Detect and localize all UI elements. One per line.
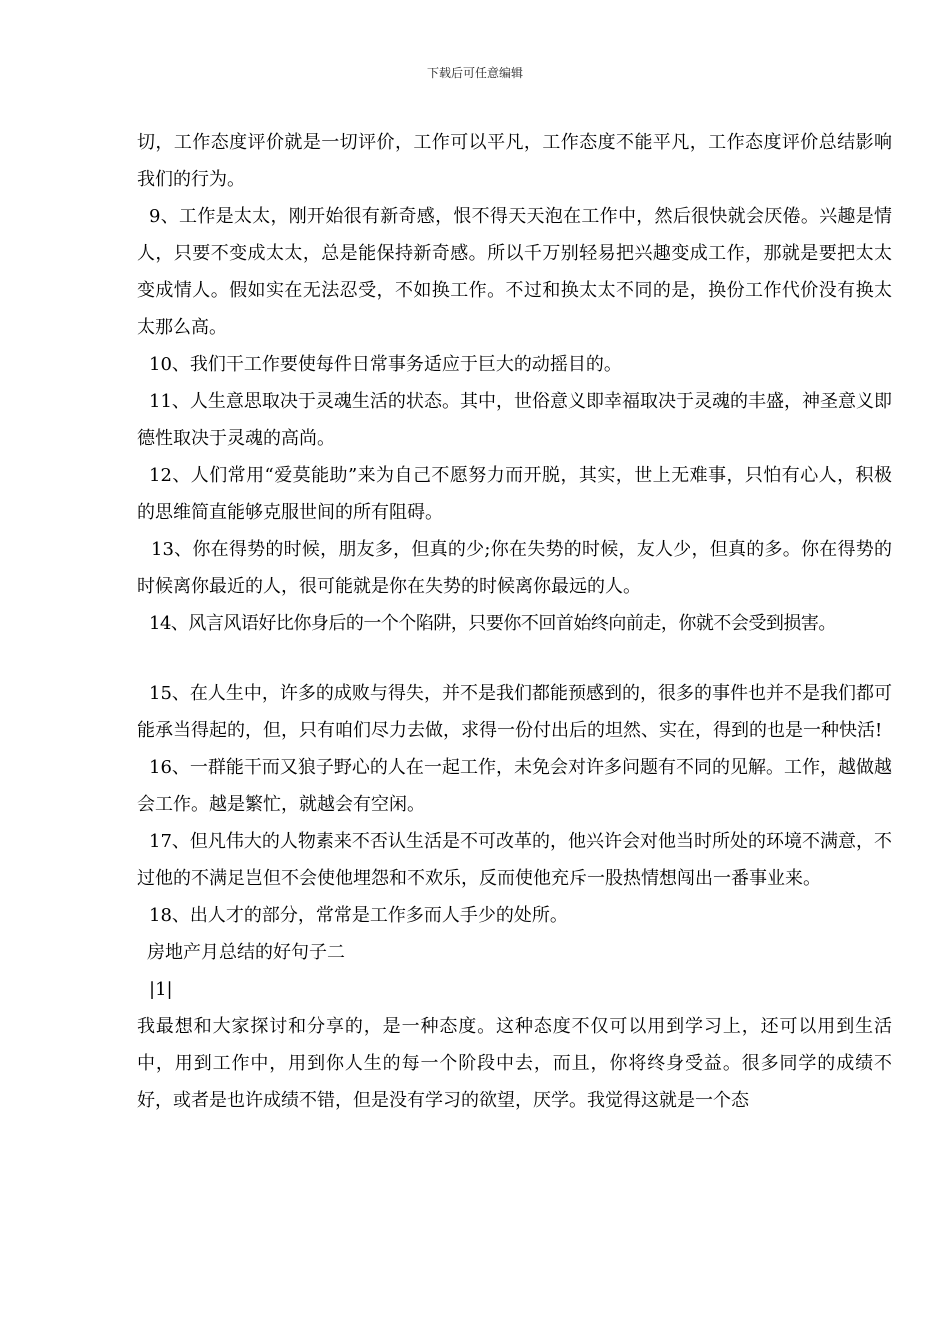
document-body (137, 124, 892, 1119)
paragraph: 13、你在得势的时候，朋友多，但真的少;你在失势的时候，友人少，但真的多。你在得势的时候离你最近的人，很可能就是你在失势的时候离你最远的人。 (137, 539, 892, 597)
paragraph: 我最想和大家探讨和分享的，是一种态度。这种态度不仅可以用到学习上，还可以用到生活中，用到工作中，用到你人生的每一个阶段中去，而且，你将终身受益。很多同学的成绩不好，或者是也许成绩不错，但是没有学习的欲望，厌学。我觉得这就是一个态 (137, 1016, 892, 1111)
section-number: |1| (149, 979, 173, 1000)
paragraph: 9、工作是太太，刚开始很有新奇感，恨不得天天泡在工作中，然后很快就会厌倦。兴趣是情人，只要不变成太太，总是能保持新奇感。所以千万别轻易把兴趣变成工作，那就是要把太太变成情人。假如实在无法忍受，不如换工作。不过和换太太不同的是，换份工作代价没有换太太那么高。 (137, 206, 892, 338)
page-header: 下载后可任意编辑 (426, 66, 523, 80)
paragraph: 15、在人生中，许多的成败与得失，并不是我们都能预感到的，很多的事件也并不是我们都可能承当得起的，但，只有咱们尽力去做，求得一份付出后的坦然、实在，得到的也是一种快活! (137, 683, 892, 741)
section-heading: 房地产月总结的好句子二 (147, 942, 345, 963)
paragraph: 14、风言风语好比你身后的一个个陷阱，只要你不回首始终向前走，你就不会受到损害。 (149, 613, 836, 634)
blank-line (137, 642, 892, 675)
paragraph: 切，工作态度评价就是一切评价，工作可以平凡，工作态度不能平凡，工作态度评价总结影响我们的行为。 (137, 132, 892, 190)
paragraph: 18、出人才的部分，常常是工作多而人手少的处所。 (149, 905, 568, 926)
paragraph: 10、我们干工作要使每件日常事务适应于巨大的动摇目的。 (149, 354, 622, 375)
paragraph: 11、人生意思取决于灵魂生活的状态。其中，世俗意义即幸福取决于灵魂的丰盛，神圣意义即德性取决于灵魂的高尚。 (137, 391, 892, 449)
paragraph: 17、但凡伟大的人物素来不否认生活是不可改革的，他兴许会对他当时所处的环境不满意，不过他的不满足岂但不会使他埋怨和不欢乐，反而使他充斥一股热情想闯出一番事业来。 (137, 831, 892, 889)
paragraph: 12、人们常用“爱莫能助”来为自己不愿努力而开脱，其实，世上无难事，只怕有心人，积极的思维简直能够克服世间的所有阻碍。 (137, 465, 892, 523)
paragraph: 16、一群能干而又狼子野心的人在一起工作，未免会对许多问题有不同的见解。工作，越做越会工作。越是繁忙，就越会有空闲。 (137, 757, 892, 815)
